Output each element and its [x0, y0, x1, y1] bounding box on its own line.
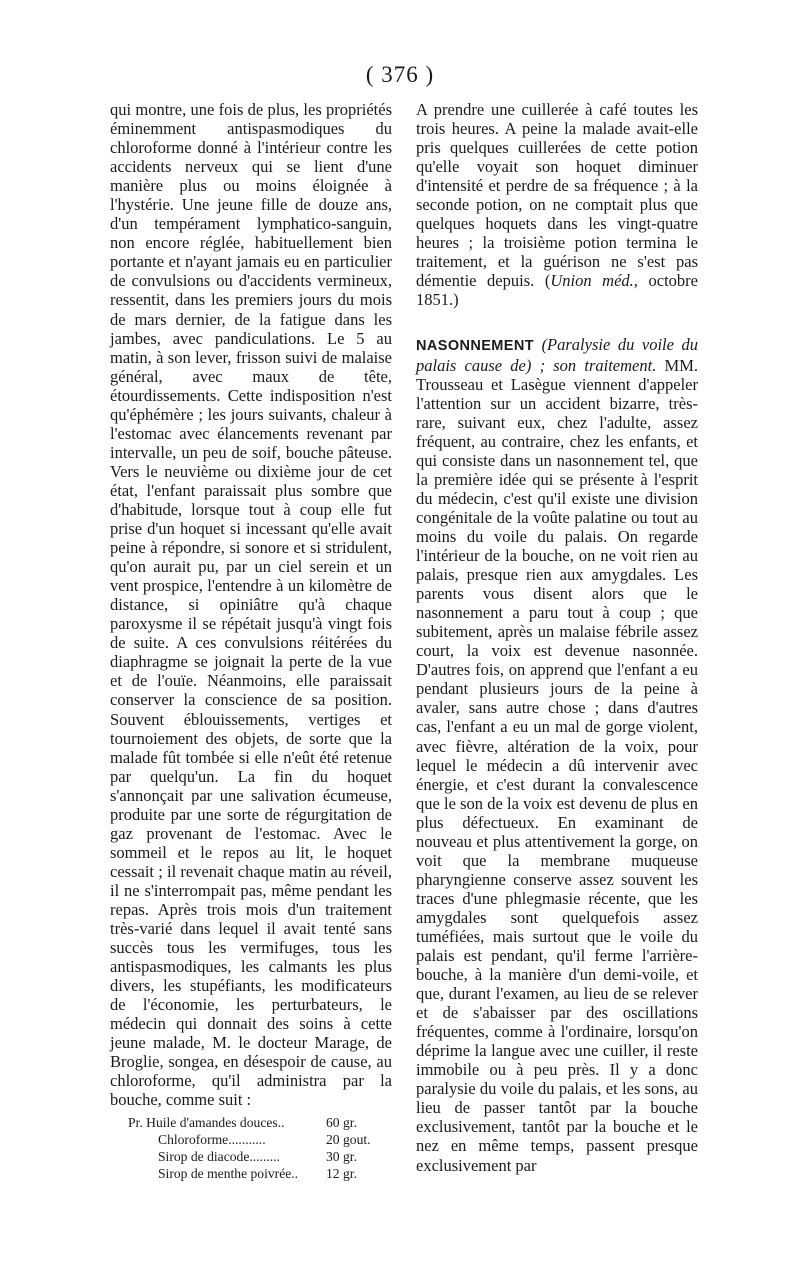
recipe-quantity: 20 gout.	[326, 1132, 371, 1148]
right-paragraph-1	[416, 100, 698, 310]
source-citation: Union méd.	[550, 271, 634, 291]
right-column	[416, 100, 698, 1175]
left-column-text: qui montre, une fois de plus, les propriétés éminemment antispasmodiques du chloroforme donné à l'intérieur contre les accidents nerveux qui se lient d'une manière plus ou moins éloignée à l'hystérie. Une jeune fille de douze ans, d'un tempérament lymphatico-sanguin, non encore réglée, habituellement bien portante et n'ayant jamais eu en particulier de convulsions ou d'accidents vermineux, ressentit, dans les premiers jours du mois de mars dernier, de la fatigue dans les jambes, avec pandiculations. Le 5 au matin, à son lever, frisson suivi de malaise général, avec maux de tête, étourdissements. Cette indisposition n'est qu'éphémère ; les jours suivants, chaleur à l'estomac avec élancements revenant par intervalle, un peu de soif, bouche pâteuse. Vers le neuvième ou dixième jour de cet état, l'enfant paraissait plus sombre que d'habitude, lorsque tout à coup elle fut prise d'un hoquet si incessant qu'elle avait peine à répondre, si sonore et si stridulent, qu'on aurait pu, par un ciel serein et un vent prospice, l'entendre à un kilomètre de distance, si opiniâtre qu'à chaque paroxysme il se répétait jusqu'à vingt fois de suite. A ces convulsions réitérées du diaphragme se joignait la perte de la vue et de l'ouïe. Néanmoins, elle paraissait conserver la conscience de sa position. Souvent éblouissements, vertiges et tournoiement des objets, de sorte que la malade fût tombée si elle n'eût été retenue par quelqu'un. La fin du hoquet s'annonçait par une salivation écumeuse, produite par une sorte de régurgitation de gaz provenant de l'estomac. Avec le sommeil et le repos au lit, le hoquet cessait ; il revenait chaque matin au réveil, il ne s'interrompait pas, même pendant les repas. Après trois mois d'un traitement très-varié dans lequel il avait tenté sans succès tous les vermifuges, tous les antispasmodiques, les calmants les plus divers, les stupéfiants, les modificateurs de l'économie, les perturbateurs, le médecin qui donnait des soins à cette jeune malade, M. le docteur Marage, de Broglie, songea, en désespoir de cause, au chloroforme, qu'il administra par la bouche, comme suit :	[110, 100, 392, 1110]
recipe-quantity: 12 gr.	[326, 1165, 357, 1181]
page-number: ( 376 )	[365, 62, 435, 87]
citation-date: , octobre 1851.)	[416, 271, 698, 310]
recipe-ingredient: Sirop de menthe poivrée..	[158, 1165, 299, 1181]
recipe-row	[128, 1149, 392, 1166]
right-paragraph-2	[416, 335, 698, 1175]
recipe-row	[128, 1115, 392, 1132]
paragraph-text: Trousseau et Lasègue viennent d'appeler l'attention sur un accident bizarre, très-rare, suivant eux, chez l'adulte, assez fréquent, au contraire, chez les enfants, et qui consiste dans un nasonnement tel, que la première idée qui se présente à l'esprit du médecin, c'est qu'il existe une division congénitale de la voûte palatine ou tout au moins du voile du palais. On regarde l'intérieur de la bouche, on ne voit rien au palais, presque rien aux amygdales. Les parents vous disent alors que le nasonnement a paru tout à coup ; que subitement, après un malaise fébrile assez court, la voix est devenue nasonnée. D'autres fois, on apprend que l'enfant a eu pendant plusieurs jours de la peine à avaler, sans autre chose ; dans d'autres cas, l'enfant a eu un mal de gorge violent, avec fièvre, altération de la voix, pour lequel le médecin a dû intervenir avec énergie, et c'est durant la convalescence que le son de la voix est devenu de plus en plus défectueux. En examinant de nouveau et plus attentivement la gorge, on voit que la membrane muqueuse pharyngienne conserve assez souvent les traces d'une phlegmasie récente, que les amygdales sont quelquefois assez tuméfiées, mais surtout que le voile du palais est pendant, qu'il ferme l'arrière-bouche, à la manière d'un demi-voile, et que, durant l'examen, au lieu de se relever et de s'abaisser par des oscillations fréquentes, comme à l'ordinaire, lorsqu'on déprime la langue avec une cuiller, il reste immobile ou à peu près. Il y a donc paralysie du voile du palais, et les sons, au lieu de passer tantôt par la bouche exclusivement, tantôt par la bouche et le nez en même temps, passent presque exclusivement par	[416, 374, 698, 1175]
author-initials: MM.	[664, 355, 698, 375]
paragraph-text: A prendre une cuillerée à café toutes les trois heures. A peine la malade avait-elle pris quelques cuillerées de cette potion qu'elle voyait son hoquet diminuer d'intensité et perdre de sa fréquence ; à la seconde potion, on ne comptait plus que quelques hoquets dans les vingt-quatre heures ; la troisième potion termina le traitement, et la guérison ne s'est pas démentie depuis. (	[416, 100, 698, 291]
section-heading: NASONNEMENT	[416, 337, 534, 354]
recipe-ingredient: Pr. Huile d'amandes douces..	[128, 1115, 285, 1131]
recipe-ingredient: Sirop de diacode.........	[158, 1149, 280, 1165]
recipe-row	[128, 1132, 392, 1149]
left-column	[110, 100, 392, 1183]
recipe-quantity: 60 gr.	[326, 1115, 357, 1131]
recipe-ingredient: Chloroforme...........	[158, 1132, 266, 1148]
recipe-list	[128, 1115, 392, 1182]
section-subheading: (Paralysie du voile du palais cause de) ; son traitement.	[416, 334, 699, 375]
recipe-quantity: 30 gr.	[326, 1149, 357, 1165]
recipe-row	[128, 1166, 392, 1183]
